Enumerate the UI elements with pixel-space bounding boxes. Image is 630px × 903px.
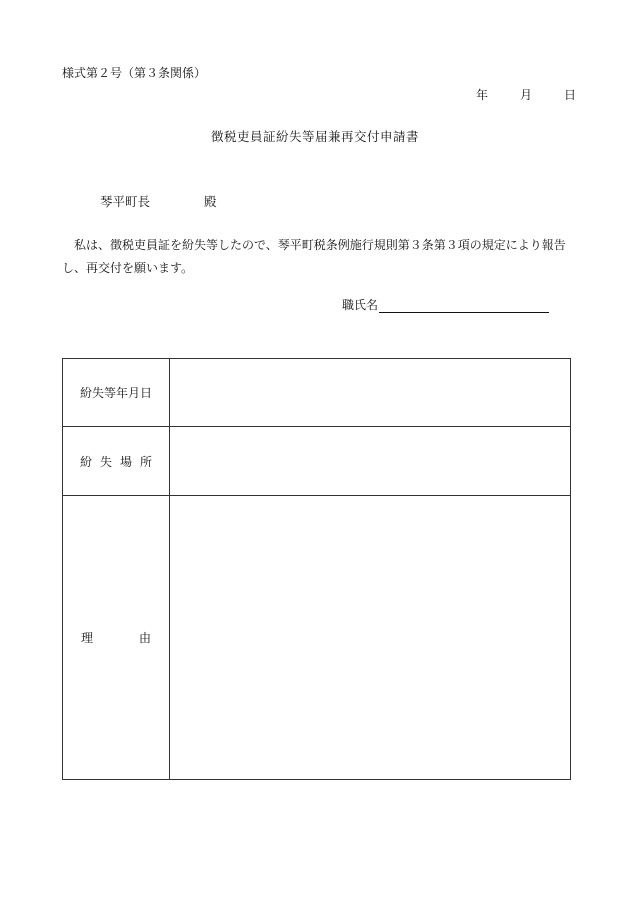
loss-place-label-cell	[63, 427, 170, 496]
reason-label	[63, 629, 169, 646]
signature-field[interactable]	[342, 296, 549, 313]
honorific: 殿	[204, 194, 217, 209]
declaration-text: 私は、徴税吏員証を紛失等したので、琴平町税条例施行規則第３条第３項の規定により報告し、再交付を願います。	[62, 238, 566, 275]
reason-label-right: 由	[138, 631, 151, 645]
loss-date-label: 紛失等年月日	[63, 359, 170, 427]
loss-place-label: 紛失場所	[79, 454, 160, 469]
year-label: 年	[476, 88, 489, 102]
signature-label: 職氏名	[342, 298, 379, 312]
reason-label-left: 理	[81, 631, 94, 645]
reason-field[interactable]	[170, 496, 571, 780]
form-number: 様式第２号（第３条関係）	[62, 66, 207, 80]
table-row	[63, 359, 571, 427]
day-label: 日	[563, 88, 576, 102]
signature-line[interactable]	[379, 298, 549, 313]
month-label: 月	[519, 88, 532, 102]
date-line	[476, 86, 576, 103]
loss-place-field[interactable]	[170, 427, 571, 496]
addressee: 琴平町長	[100, 194, 151, 209]
reason-label-cell	[63, 496, 170, 780]
table-row	[63, 427, 571, 496]
table-row	[63, 496, 571, 780]
report-table	[62, 358, 571, 780]
loss-date-field[interactable]	[170, 359, 571, 427]
document-title: 徴税吏員証紛失等届兼再交付申請書	[210, 129, 419, 144]
